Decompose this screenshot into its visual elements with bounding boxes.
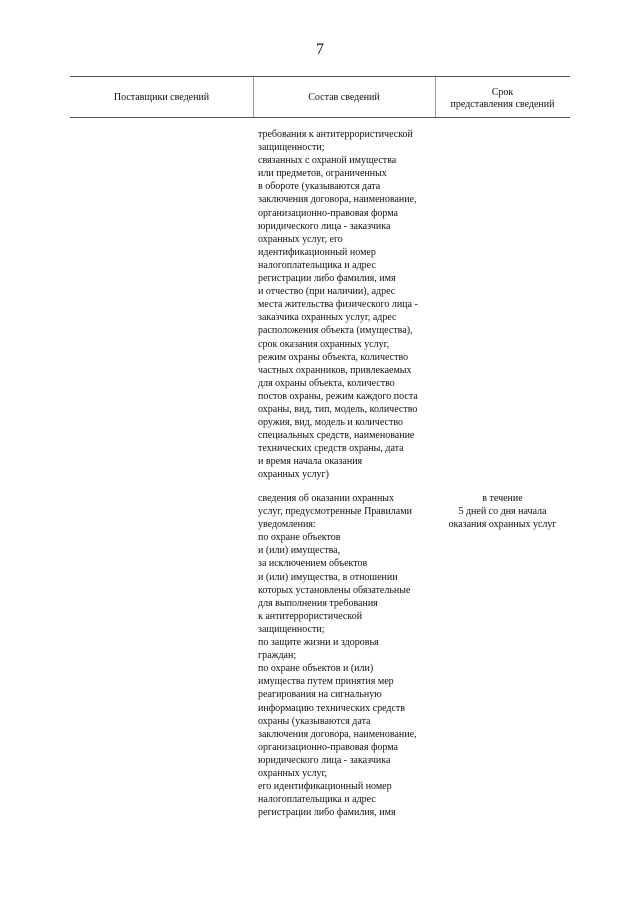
text-line: или предметов, ограниченных (258, 168, 387, 180)
header-deadline-line1: Срок (491, 87, 514, 98)
text-line: защищенности; (258, 623, 325, 635)
text-line: специальных средств, наименование (258, 430, 415, 442)
text-line: защищенности; (258, 142, 325, 154)
text-line: имущества путем принятия мер (258, 676, 394, 688)
text-line: частных охранников, привлекаемых (258, 364, 412, 376)
header-deadline (435, 87, 570, 111)
text-line: и время начала оказания (258, 456, 363, 468)
text-line: юридического лица - заказчика (258, 220, 391, 232)
text-line: организационно-правовая форма (258, 741, 398, 753)
page-number: 7 (316, 41, 324, 58)
text-line: по защите жизни и здоровья (258, 637, 379, 649)
text-line: заключения договора, наименование, (258, 728, 417, 740)
text-line: граждан; (258, 650, 297, 662)
text-line: охраны, вид, тип, модель, количество (258, 403, 418, 415)
text-line: режим охраны объекта, количество (258, 351, 409, 363)
text-line: и (или) имущества, в отношении (258, 571, 398, 583)
text-line: связанных с охраной имущества (258, 155, 397, 167)
text-line: в обороте (указываются дата (258, 181, 381, 193)
text-line: заказчика охранных услуг, адрес (258, 312, 397, 324)
text-line: охранных услуг) (258, 469, 329, 481)
text-line: места жительства физического лица - (258, 299, 418, 311)
text-line: охранных услуг, его (258, 233, 343, 245)
text-line: юридического лица - заказчика (258, 754, 391, 766)
text-line: расположения объекта (имущества), (258, 325, 413, 337)
text-line: его идентификационный номер (258, 781, 392, 793)
text-line: требования к антитеррористической (258, 129, 413, 140)
text-line: в течение (482, 493, 523, 504)
content-block-1 (258, 128, 438, 482)
text-line: информацию технических средств (258, 702, 406, 714)
text-line: постов охраны, режим каждого поста (258, 390, 418, 402)
text-line: для выполнения требования (258, 597, 378, 609)
text-line: для охраны объекта, количество (258, 377, 395, 389)
text-line: налогоплательщика и адрес (258, 259, 376, 271)
text-line: реагирования на сигнальную (258, 689, 382, 701)
text-line: сведения об оказании охранных (258, 493, 395, 504)
text-line: организационно-правовая форма (258, 207, 398, 219)
text-line: и отчество (при наличии), адрес (258, 286, 396, 298)
text-line: услуг, предусмотренные Правилами (258, 506, 412, 518)
text-line: заключения договора, наименование, (258, 194, 417, 206)
text-line: охранных услуг, (258, 767, 328, 779)
content-block-2 (258, 492, 438, 819)
text-line: 5 дней со дня начала (458, 506, 547, 518)
text-line: регистрации либо фамилия, имя (258, 273, 396, 285)
text-line: срок оказания охранных услуг, (258, 338, 390, 350)
text-line: идентификационный номер (258, 246, 376, 258)
header-content: Состав сведений (308, 92, 380, 103)
header-deadline-line2: представления сведений (450, 99, 555, 110)
text-line: налогоплательщика и адрес (258, 794, 376, 806)
text-line: регистрации либо фамилия, имя (258, 807, 396, 819)
deadline-block-2 (435, 492, 570, 531)
header-bottom-rule (70, 117, 570, 118)
text-line: которых установлены обязательные (258, 584, 411, 596)
text-line: оказания охранных услуг (448, 519, 557, 531)
text-line: охраны (указываются дата (258, 715, 371, 727)
text-line: по охране объектов и (или) (258, 663, 374, 675)
header-suppliers: Поставщики сведений (113, 92, 210, 103)
text-line: по охране объектов (258, 532, 341, 544)
header-top-rule (70, 76, 570, 77)
text-line: уведомления: (258, 519, 316, 531)
text-line: технических средств охраны, дата (258, 443, 404, 455)
text-line: и (или) имущества, (258, 545, 341, 557)
text-line: к антитеррористической (258, 610, 363, 622)
text-line: оружия, вид, модель и количество (258, 417, 403, 429)
text-line: за исключением объектов (258, 558, 368, 570)
